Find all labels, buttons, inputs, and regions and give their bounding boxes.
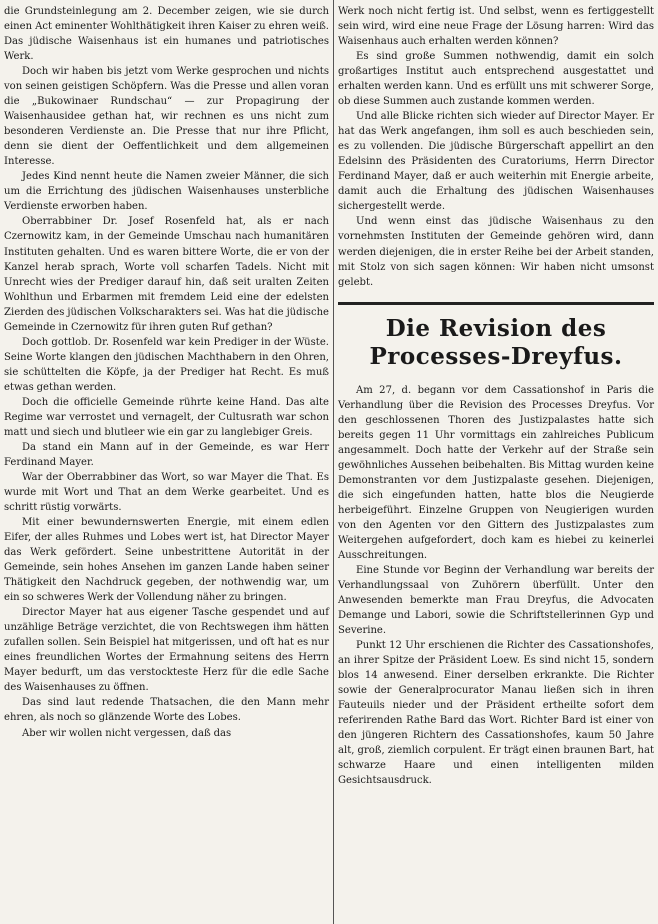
paragraph: Aber wir wollen nicht vergessen, daß das bbox=[22, 727, 232, 739]
waisenhaus-article-end bbox=[338, 4, 654, 290]
paragraph: Da stand ein Mann auf in der Gemeinde, es war Herr Ferdinand Mayer. bbox=[4, 441, 329, 468]
paragraph: Eine Stunde vor Beginn der Verhandlung war bereits der Verhandlungssaal von Zuhörern überfüllt. Unter den Anwesenden bemerkte man Frau Dreyfus, die Advocaten Demange und Labori, sowie die Schriftstellerinnen Gyp und Severine. bbox=[338, 564, 654, 637]
paragraph: War der Oberrabbiner das Wort, so war Mayer die That. Es wurde mit Wort und That an dem Werke gearbeitet. Und es schritt rüstig vorwärts. bbox=[4, 471, 329, 514]
paragraph: Mit einer bewundernswerten Energie, mit einem edlen Eifer, der alles Ruhmes und Lobes wert ist, hat Director Mayer das Werk gefördert. Seine unbestrittene Autorität in der Gemeinde, sein hohes Ansehen im ganzen Lande haben seiner Thätigkeit den Nachdruck gegeben, der nothwendig war, um ein so schweres Werk der Vollendung näher zu bringen. bbox=[4, 517, 329, 604]
paragraph: Das sind laut redende Thatsachen, die den Mann mehr ehren, als noch so glänzende Worte des Lobes. bbox=[4, 697, 329, 724]
dreyfus-article bbox=[338, 383, 654, 789]
paragraph: Director Mayer hat aus eigener Tasche gespendet und auf unzählige Beträge verzichtet, die von Rechtswegen ihm hätten zufallen sollen. Sein Beispiel hat mitgerissen, und oft hat es nur eines freundlichen Wortes der Ermahnung seitens des Herrn Mayer bedurft, um das verstockteste Herz für die edle Sache des Waisenhauses zu öffnen. bbox=[4, 607, 329, 694]
paragraph: die Grundsteinlegung am 2. December zeigen, wie sie durch einen Act eminenter Wohlthätigkeit ihren Kaiser zu ehren weiß. Das jüdische Waisenhaus ist ein humanes und patriotisches Werk. bbox=[4, 6, 329, 63]
column-divider bbox=[333, 0, 334, 924]
paragraph: Oberrabbiner Dr. Josef Rosenfeld hat, als er nach Czernowitz kam, in der Gemeinde Umschau nach humanitären Instituten gehalten. Und es waren bittere Worte, die er von der Kanzel herab sprach, Worte voll scharfen Tadels. Nicht mit Unrecht wies der Prediger darauf hin, daß seit uralten Zeiten Wohlthun und Erbarmen mit fremdem Leid eine der edelsten Zierden des jüdischen Volkscharakters sei. Was hat die jüdische Gemeinde in Czernowitz für ihren guten Ruf gethan? bbox=[4, 216, 329, 333]
article-headline: Die Revision des Processes-Dreyfus. bbox=[369, 314, 623, 370]
left-column bbox=[4, 4, 329, 741]
paragraph: Und wenn einst das jüdische Waisenhaus zu den vornehmsten Instituten der Gemeinde gehören wird, dann werden diejenigen, die in erster Reihe bei der Arbeit standen, mit Stolz von sich sagen können: Wir haben nicht umsonst gelebt. bbox=[338, 216, 654, 288]
paragraph: Werk noch nicht fertig ist. Und selbst, wenn es fertiggestellt sein wird, wird eine neue Frage der Lösung harren: Wird das Waisenhaus auch erhalten werden können? bbox=[338, 6, 654, 48]
paragraph: Doch die officielle Gemeinde rührte keine Hand. Das alte Regime war verrostet und vernagelt, der Cultusrath war schon matt und siech und blutleer wie ein gar zu langlebiger Greis. bbox=[4, 396, 329, 438]
paragraph: Am 27, d. begann vor dem Cassationshof in Paris die Verhandlung über die Revision des Processes Dreyfus. Vor den geschlossenen Thoren des Justizpalastes hatte sich bereits gegen 11 Uhr vormittags ein zahlreiches Publicum angesammelt. Doch hatte der Verkehr auf der Straße sein gewöhnliches Aussehen beibehalten. Bis Mittag wurden keine Demonstranten vor dem Justizpalaste gesehen. Diejenigen, die sich eingefunden hatten, hatte blos die Neugierde herbeigeführt. Einzelne Gruppen von Neugierigen wurden von den Agenten vor den Gittern des Justizpalastes zum Weitergehen aufgefordert, doch kam es hiebei zu keinerlei Ausschreitungen. bbox=[338, 384, 654, 561]
right-column bbox=[338, 4, 654, 788]
paragraph: Jedes Kind nennt heute die Namen zweier Männer, die sich um die Errichtung des jüdischen Waisenhauses unsterbliche Verdienste erworben haben. bbox=[4, 171, 329, 213]
paragraph: Und alle Blicke richten sich wieder auf Director Mayer. Er hat das Werk angefangen, ihm soll es auch beschieden sein, es zu vollenden. Die jüdische Bürgerschaft appellirt an den Edelsinn des Präsidenten des Curatoriums, Herrn Director Ferdinand Mayer, daß er auch weiterhin mit Energie arbeite, damit auch die Erhaltung des jüdischen Waisenhauses sichergestellt werde. bbox=[338, 111, 654, 213]
paragraph: Doch gottlob. Dr. Rosenfeld war kein Prediger in der Wüste. Seine Worte klangen den jüdischen Machthabern in den Ohren, sie schüttelten die Köpfe, ja der Prediger hat Recht. Es muß etwas gethan werden. bbox=[4, 336, 329, 393]
paragraph: Es sind große Summen nothwendig, damit ein solch großartiges Institut auch entsprechend ausgestattet und erhalten werden kann. Und es erfüllt uns mit schwerer Sorge, ob diese Summen auch zustande kommen werden. bbox=[338, 51, 654, 108]
section-rule bbox=[338, 302, 654, 305]
paragraph: Doch wir haben bis jetzt vom Werke gesprochen und nichts von seinen geistigen Schöpfern. Was die Presse und allen voran die „Bukowinaer Rundschau“ — zur Propagirung der Waisenhausidee gethan hat, wir rechnen es uns nicht zum besonderen Verdienste an. Die Presse that nur ihre Pflicht, denn sie dient der Oeffentlichkeit und dem allgemeinen Interesse. bbox=[4, 66, 329, 168]
paragraph: Punkt 12 Uhr erschienen die Richter des Cassationshofes, an ihrer Spitze der Präsident Loew. Es sind nicht 15, sondern blos 14 anwesend. Einer derselben erkrankte. Die Richter sowie der Generalprocurator Manau ließen sich in ihren Fauteuils nieder und der Präsident ertheilte sofort dem referirenden Rathe Bard das Wort. Richter Bard ist einer von den jüngeren Richtern des Cassationshofes, kaum 50 Jahre alt, groß, ziemlich corpulent. Er trägt einen braunen Bart, hat schwarze Haare und einen intelligenten milden Gesichtsausdruck. bbox=[338, 640, 654, 787]
